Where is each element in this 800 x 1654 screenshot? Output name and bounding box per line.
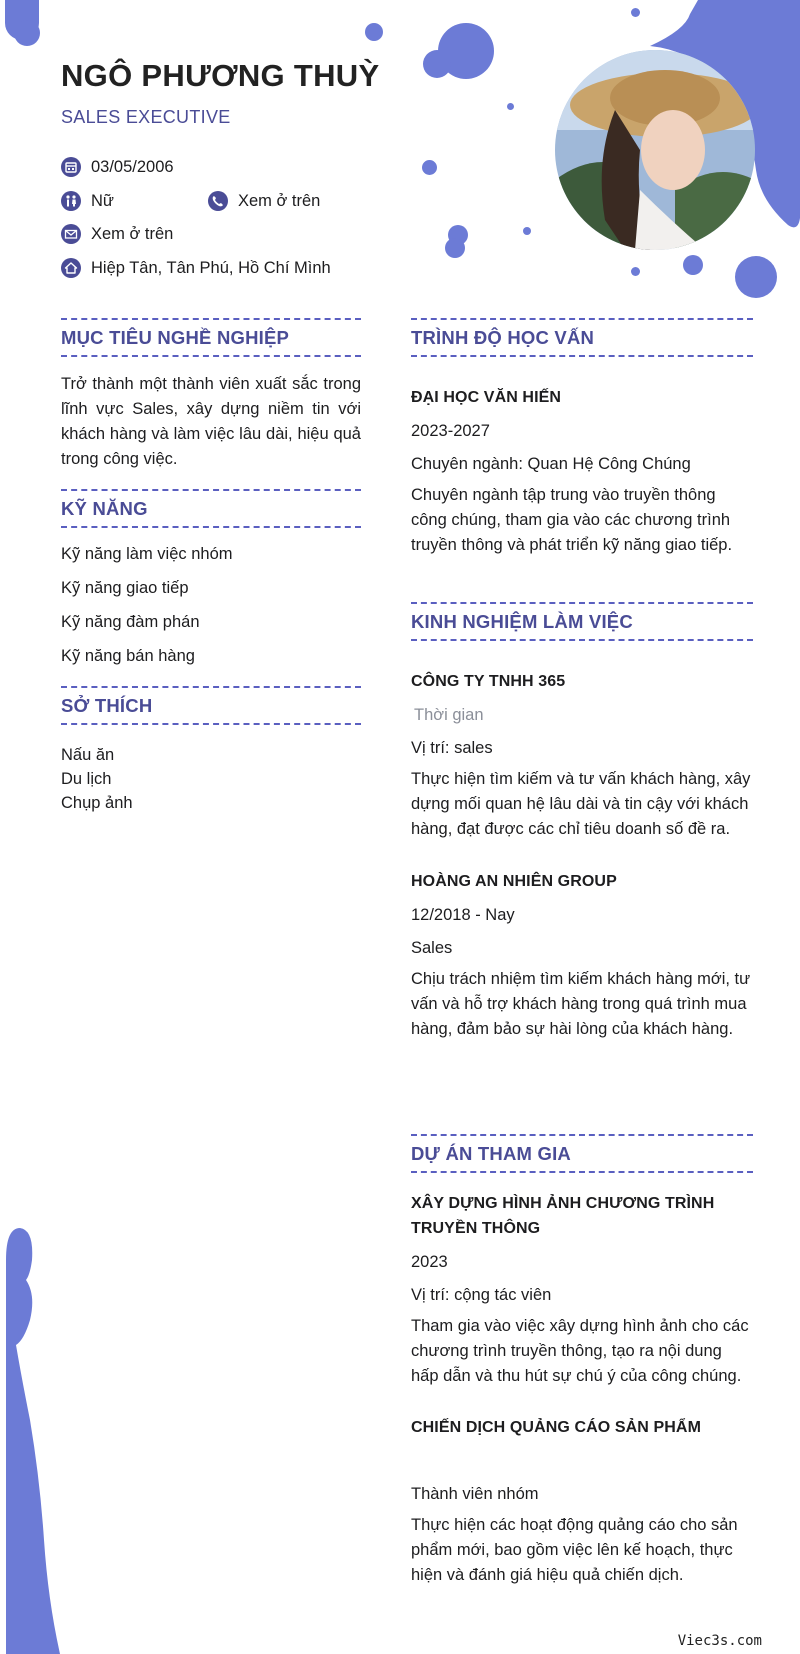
- hobby-item: Du lịch: [61, 770, 112, 788]
- education-description: Chuyên ngành tập trung vào truyền thông công chúng, tham gia vào các chương trình truyền thông và phát triển kỹ năng giao tiếp.: [411, 486, 733, 554]
- objective-text: Trở thành một thành viên xuất sắc trong lĩnh vực Sales, xây dựng niềm tin với khách hàng và làm việc lâu dài, hiệu quả trong công việc.: [61, 375, 361, 468]
- job-description: Thực hiện tìm kiếm và tư vấn khách hàng, xây dựng mối quan hệ lâu dài và tin cậy với khách hàng, đạt được các chỉ tiêu doanh số đề ra.: [411, 770, 751, 838]
- phone-icon: [208, 191, 228, 211]
- hobby-item: Chụp ảnh: [61, 794, 133, 812]
- email-row: [61, 224, 173, 244]
- decor-dot: [423, 50, 451, 78]
- education-period: 2023-2027: [411, 422, 490, 440]
- decor-dot: [14, 20, 40, 46]
- mail-icon: [61, 224, 81, 244]
- section-heading: [61, 318, 361, 357]
- hobbies-heading: SỞ THÍCH: [61, 695, 153, 716]
- job-title: SALES EXECUTIVE: [61, 107, 231, 127]
- watermark: Viec3s.com: [677, 1633, 762, 1649]
- experience-section: [411, 602, 753, 1042]
- project-role: Vị trí: cộng tác viên: [411, 1286, 552, 1304]
- section-heading: [61, 489, 361, 528]
- skills-heading: KỸ NĂNG: [61, 498, 148, 519]
- decor-dot: [631, 8, 640, 17]
- job-description: Chịu trách nhiệm tìm kiếm khách hàng mới, tư vấn và hỗ trợ khách hàng trong quá trình mua hàng, đảm bảo sự hài lòng của khách hàng.: [411, 970, 751, 1038]
- profile-photo: [555, 50, 755, 250]
- home-icon: [61, 258, 81, 278]
- education-section: [411, 318, 753, 558]
- company-name: HOÀNG AN NHIÊN GROUP: [411, 873, 617, 890]
- project-name: CHIẾN DỊCH QUẢNG CÁO SẢN PHẨM: [411, 1419, 702, 1436]
- section-heading: [61, 686, 361, 725]
- phone-value: Xem ở trên: [238, 191, 321, 210]
- gender-icon: [61, 191, 81, 211]
- project-description: Thực hiện các hoạt động quảng cáo cho sản phẩm mới, bao gồm việc lên kế hoạch, thực hiện và đánh giá hiệu quả chiến dịch.: [411, 1516, 738, 1584]
- birthday-row: [61, 157, 174, 177]
- project-period: 2023: [411, 1253, 448, 1271]
- project-description: Tham gia vào việc xây dựng hình ảnh cho các chương trình truyền thông, tạo ra nội dung hấp dẫn và thu hút sự chú ý của công chúng.: [411, 1317, 749, 1385]
- job-period: Thời gian: [414, 706, 484, 724]
- skill-item: Kỹ năng làm việc nhóm: [61, 545, 233, 563]
- phone-row: [208, 191, 320, 211]
- calendar-icon: [61, 157, 81, 177]
- skill-item: Kỹ năng bán hàng: [61, 647, 195, 665]
- project-name: XÂY DỰNG HÌNH ẢNH CHƯƠNG TRÌNH TRUYỀN THÔNG: [411, 1195, 715, 1237]
- section-heading: [411, 602, 753, 641]
- address-row: [61, 258, 331, 278]
- decor-dot: [507, 103, 514, 110]
- projects-heading: DỰ ÁN THAM GIA: [411, 1143, 571, 1164]
- job-position: Sales: [411, 939, 453, 957]
- decor-dot: [365, 23, 383, 41]
- email-value: Xem ở trên: [91, 224, 174, 243]
- skill-item: Kỹ năng giao tiếp: [61, 579, 189, 597]
- job-period: 12/2018 - Nay: [411, 906, 515, 924]
- candidate-name: NGÔ PHƯƠNG THUỲ: [61, 58, 380, 93]
- skill-item: Kỹ năng đàm phán: [61, 613, 200, 631]
- company-name: CÔNG TY TNHH 365: [411, 673, 566, 690]
- objective-heading: MỤC TIÊU NGHỀ NGHIỆP: [61, 327, 290, 348]
- decor-dot: [631, 267, 640, 276]
- section-heading: [411, 318, 753, 357]
- hobby-item: Nấu ăn: [61, 746, 115, 764]
- decor-dot: [523, 227, 531, 235]
- school-name: ĐẠI HỌC VĂN HIẾN: [411, 389, 562, 406]
- gender-value: Nữ: [91, 191, 114, 210]
- address-value: Hiệp Tân, Tân Phú, Hồ Chí Mình: [91, 258, 331, 277]
- section-heading: [411, 1134, 753, 1173]
- project-period: [411, 1452, 753, 1471]
- education-major: Chuyên ngành: Quan Hệ Công Chúng: [411, 455, 691, 473]
- skills-section: [61, 489, 361, 666]
- decor-dot: [445, 238, 465, 258]
- decor-dot: [422, 160, 437, 175]
- job-position: Vị trí: sales: [411, 739, 493, 757]
- decor-dot: [683, 255, 703, 275]
- bottom-left-blob: [0, 1220, 70, 1654]
- decor-dot: [735, 256, 777, 298]
- education-heading: TRÌNH ĐỘ HỌC VẤN: [411, 327, 595, 348]
- experience-heading: KINH NGHIỆM LÀM VIỆC: [411, 611, 633, 632]
- objective-section: [61, 318, 361, 472]
- birthday-value: 03/05/2006: [91, 157, 174, 176]
- projects-section: [411, 1134, 753, 1588]
- project-role: Thành viên nhóm: [411, 1485, 539, 1503]
- gender-row: [61, 191, 114, 211]
- hobbies-section: [61, 686, 361, 815]
